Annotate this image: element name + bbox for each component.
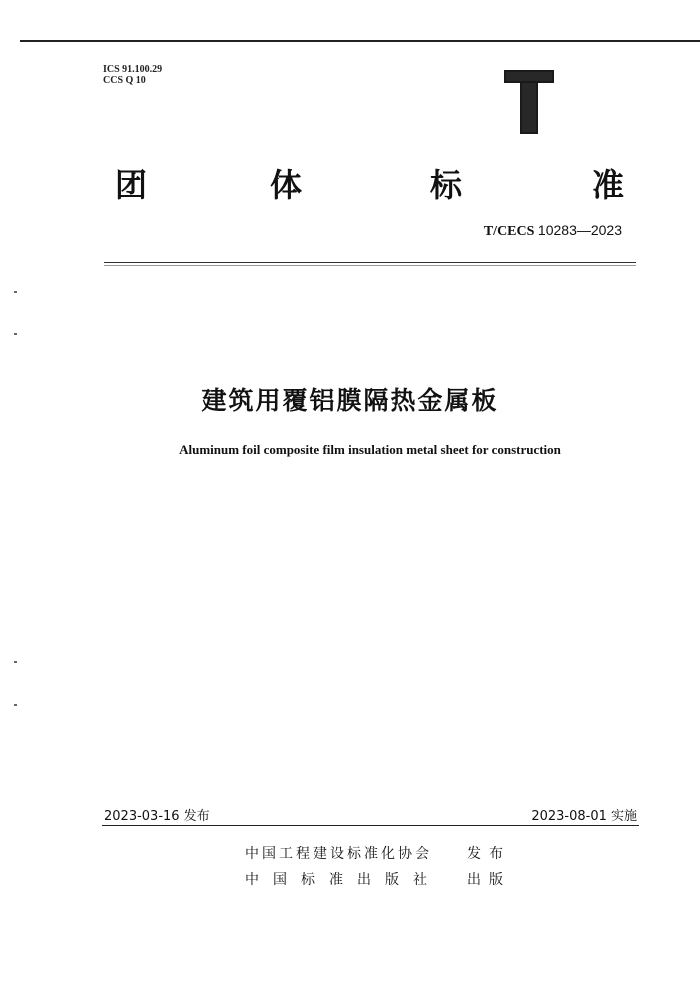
classification-codes [103, 64, 162, 86]
document-title-chinese: 建筑用覆铝膜隔热金属板 [201, 386, 499, 415]
publisher-action: 发布 [467, 846, 511, 862]
ccs-code: CCS Q 10 [103, 75, 146, 86]
bottom-rule [102, 825, 639, 826]
scan-mark [14, 661, 17, 663]
scan-mark [14, 333, 17, 335]
standard-type-char-1: 团 [115, 166, 148, 204]
divider-rule-thin [104, 265, 636, 266]
divider-rule [104, 262, 636, 263]
press-action: 出版 [467, 872, 511, 888]
document-title-english: Aluminum foil composite film insulation metal sheet for construction [179, 442, 561, 457]
standard-number-value: 10283—2023 [537, 222, 622, 238]
ics-code: ICS 91.100.29 [103, 64, 163, 75]
publisher-organization: 中国工程建设标准化协会 [245, 846, 432, 862]
standard-number [0, 222, 622, 240]
press-name: 中国标准出版社 [245, 872, 441, 888]
standard-type-char-2: 体 [270, 166, 303, 204]
standard-number-prefix: T/CECS [483, 224, 538, 239]
standard-type-char-3: 标 [430, 166, 463, 204]
issue-date: 2023-03-16 发布 [104, 809, 210, 824]
standard-t-emblem-icon [504, 70, 554, 134]
scan-mark [14, 704, 17, 706]
scan-mark [14, 291, 17, 293]
effective-date: 2023-08-01 实施 [531, 809, 637, 824]
standard-type-char-4: 准 [592, 166, 625, 204]
top-rule [20, 40, 700, 42]
